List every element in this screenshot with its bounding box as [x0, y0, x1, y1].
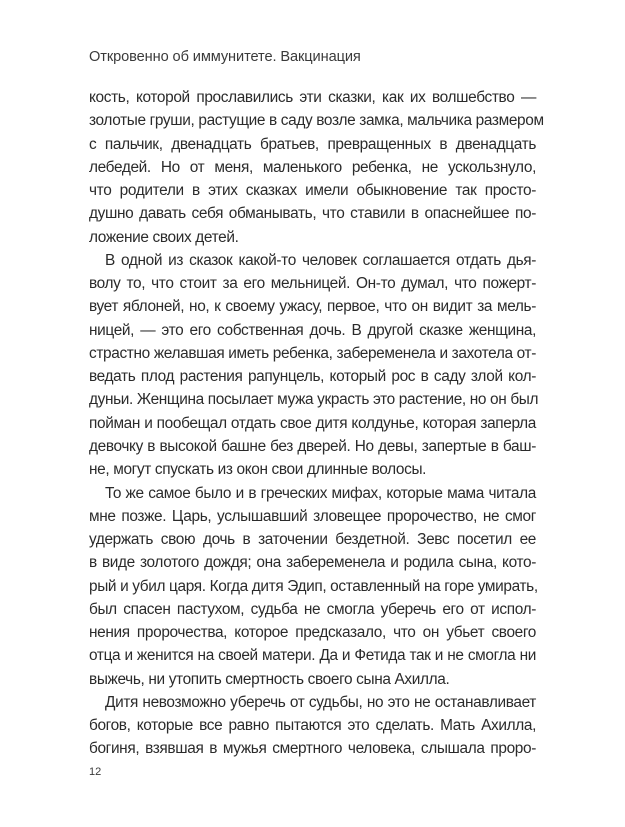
paragraph: [89, 482, 536, 691]
text-line: ведать плод растения рапунцель, который рос в саду злой кол-: [89, 368, 536, 386]
text-line: с пальчик, двенадцать братьев, превращенных в двенадцать: [89, 135, 536, 153]
text-line: золотые груши, растущие в саду возле замка, мальчика размером: [89, 112, 544, 130]
text-line: удержать свою дочь в заточении бездетной. Зевс посетил ее: [89, 531, 536, 549]
text-line: душно давать себя обманывать, что ставили в опаснейшее по-: [89, 205, 536, 223]
text-line: отца и женится на своей матери. Да и Фетида так и не смогла ни: [89, 647, 536, 665]
paragraph: [89, 86, 544, 249]
paragraph: [89, 691, 536, 761]
text-line: лебедей. Но от меня, маленького ребенка, не ускользнуло,: [89, 158, 536, 176]
text-line: кость, которой прославились эти сказки, как их волшебство —: [89, 89, 536, 106]
text-line: нения пророчества, которое предсказало, что он убьет своего: [89, 624, 536, 642]
text-line: девочку в высокой башне без дверей. Но девы, запертые в баш-: [89, 437, 536, 455]
text-line: богов, которые все равно пытаются это сделать. Мать Ахилла,: [89, 717, 536, 735]
body-text: [89, 86, 544, 761]
text-line: был спасен пастухом, судьба не смогла уберечь его от испол-: [89, 600, 536, 618]
text-line: ницей, — это его собственная дочь. В другой сказке женщина,: [89, 321, 536, 339]
text-line: Дитя невозможно уберечь от судьбы, но это не останавливает: [105, 693, 536, 711]
text-line: страстно желавшая иметь ребенка, забеременела и захотела от-: [89, 344, 536, 362]
running-header: Откровенно об иммунитете. Вакцинация: [89, 49, 361, 65]
text-line: дуньи. Женщина посылает мужа украсть это растение, но он был: [89, 391, 539, 409]
text-line: богиня, взявшая в мужья смертного человека, слышала проро-: [89, 740, 536, 758]
text-line: что родители в этих сказках имели обыкновение так просто-: [89, 182, 536, 200]
text-line: рый и убил царя. Когда дитя Эдип, оставленный на горе умирать,: [89, 577, 538, 595]
text-line: ложение своих детей.: [89, 228, 239, 246]
text-line: выжечь, ни утопить смертность своего сына Ахилла.: [89, 670, 450, 688]
paragraph: [89, 249, 539, 482]
text-line: В одной из сказок какой-то человек соглашается отдать дья-: [105, 251, 536, 269]
text-line: мне позже. Царь, услышавший зловещее пророчество, не смог: [89, 507, 536, 525]
text-line: пойман и пообещал отдать свое дитя колдунье, которая заперла: [89, 414, 536, 432]
text-line: волу то, что стоит за его мельницей. Он-то думал, что пожерт-: [89, 275, 536, 293]
text-line: То же самое было и в греческих мифах, которые мама читала: [105, 484, 536, 502]
text-line: в виде золотого дождя; она забеременела и родила сына, кото-: [89, 554, 536, 572]
page-number: 12: [89, 766, 102, 778]
text-line: не, могут спускать из окон свои длинные волосы.: [89, 461, 427, 479]
text-line: вует яблоней, но, к своему ужасу, первое, что он видит за мель-: [89, 298, 536, 316]
